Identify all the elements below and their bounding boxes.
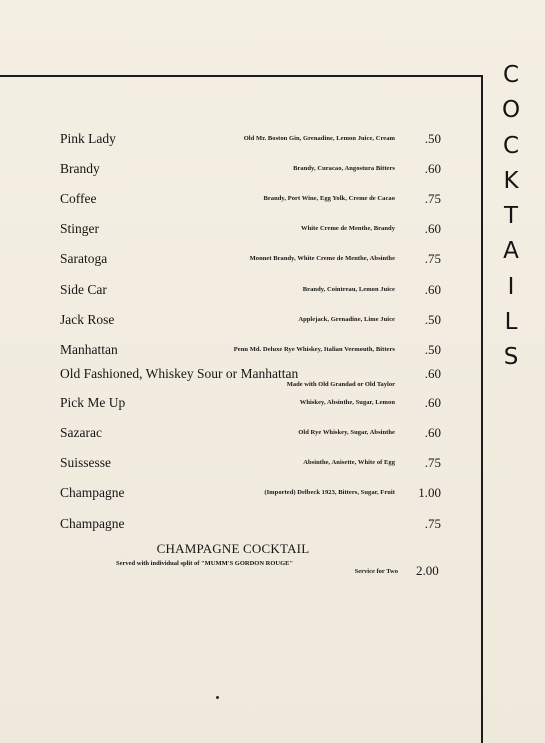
drink-name: Manhattan [60,342,118,357]
menu-row-brandy [0,160,470,184]
top-border-line [0,75,483,77]
menu-row-suissesse [0,454,470,478]
drink-price: .60 [424,425,441,440]
menu-row-pink-lady [0,130,470,154]
menu-row-jack-rose [0,311,470,335]
paper-dot-mark [216,696,219,699]
drink-price: .75 [424,516,441,531]
drink-name: Brandy [60,161,100,176]
drink-price: .60 [424,395,441,410]
title-letter: T [503,203,519,230]
menu-row-champagne [0,484,470,508]
special-subtitle: Served with individual split of "MUMM'S GORDON ROUGE" [116,560,294,567]
title-letter: I [507,273,515,300]
drink-price: 1.00 [418,485,441,500]
drink-name: Champagne [60,516,125,531]
drink-name: Jack Rose [60,312,115,327]
drink-name: Suissesse [60,455,112,470]
drink-sub-ingredients: Made with Old Grandad or Old Taylor [286,381,395,388]
title-letter: A [503,238,519,265]
menu-row-pick-me-up [0,394,470,418]
drink-ingredients: Absinthe, Anisette, White of Egg [303,459,395,466]
drink-price: .60 [424,282,441,297]
drink-price: .60 [424,366,441,381]
drink-price: .50 [424,312,441,327]
title-letter: K [503,167,519,194]
drink-name: Side Car [60,282,107,297]
right-border-line [481,75,483,743]
drink-price: .75 [424,251,441,266]
menu-row-coffee [0,190,470,214]
menu-row-sazarac [0,424,470,448]
drink-ingredients: Whiskey, Absinthe, Sugar, Lemon [299,399,395,406]
drink-name: Coffee [60,191,97,206]
menu-row-champagne-plain [0,515,470,539]
menu-row-saratoga [0,250,470,274]
drink-name: Champagne [60,485,125,500]
drink-ingredients: Brandy, Port Wine, Egg Yolk, Creme de Cacao [263,195,395,202]
drink-price: .75 [424,455,441,470]
drink-name: Pink Lady [60,131,116,146]
drink-name: Saratoga [60,251,108,266]
drink-ingredients: Penn Md. Deluxe Rye Whiskey, Italian Vermouth, Bitters [233,346,395,353]
title-letter: S [503,344,519,371]
drink-ingredients: Monnet Brandy, White Creme de Menthe, Absinthe [249,255,395,262]
special-service: Service for Two [354,568,398,575]
drink-price: .75 [424,191,441,206]
drink-ingredients: Old Rye Whiskey, Sugar, Absinthe [298,429,395,436]
cocktails-vertical-title [496,58,526,376]
drink-price: .50 [424,131,441,146]
title-letter: C [502,62,520,88]
drink-ingredients: Old Mr. Boston Gin, Grenadine, Lemon Juice, Cream [243,135,395,142]
drink-ingredients: White Creme de Menthe, Brandy [301,225,395,232]
title-letter: O [501,97,521,124]
drink-price: .60 [424,221,441,236]
drink-name: Pick Me Up [60,395,126,410]
menu-row-manhattan [0,341,470,365]
drink-ingredients: (Imported) Delbeck 1923, Bitters, Sugar, Fruit [264,489,395,496]
drink-name: Stinger [60,221,99,236]
drink-price: .60 [424,161,441,176]
drink-price: .50 [424,342,441,357]
drink-ingredients: Applejack, Grenadine, Lime Juice [298,316,395,323]
title-letter: L [504,309,518,336]
drink-ingredients: Brandy, Cointreau, Lemon Juice [302,286,395,293]
drink-name: Old Fashioned, Whiskey Sour or Manhattan [60,366,299,381]
menu-row-old-fashioned [0,365,470,393]
title-letter: C [502,132,520,159]
menu-row-side-car [0,281,470,305]
menu-row-stinger [0,220,470,244]
drink-name: Sazarac [60,425,102,440]
drink-ingredients: Brandy, Curacao, Angostura Bitters [293,165,395,172]
special-title: CHAMPAGNE COCKTAIL [156,541,310,556]
special-price: 2.00 [416,563,439,578]
